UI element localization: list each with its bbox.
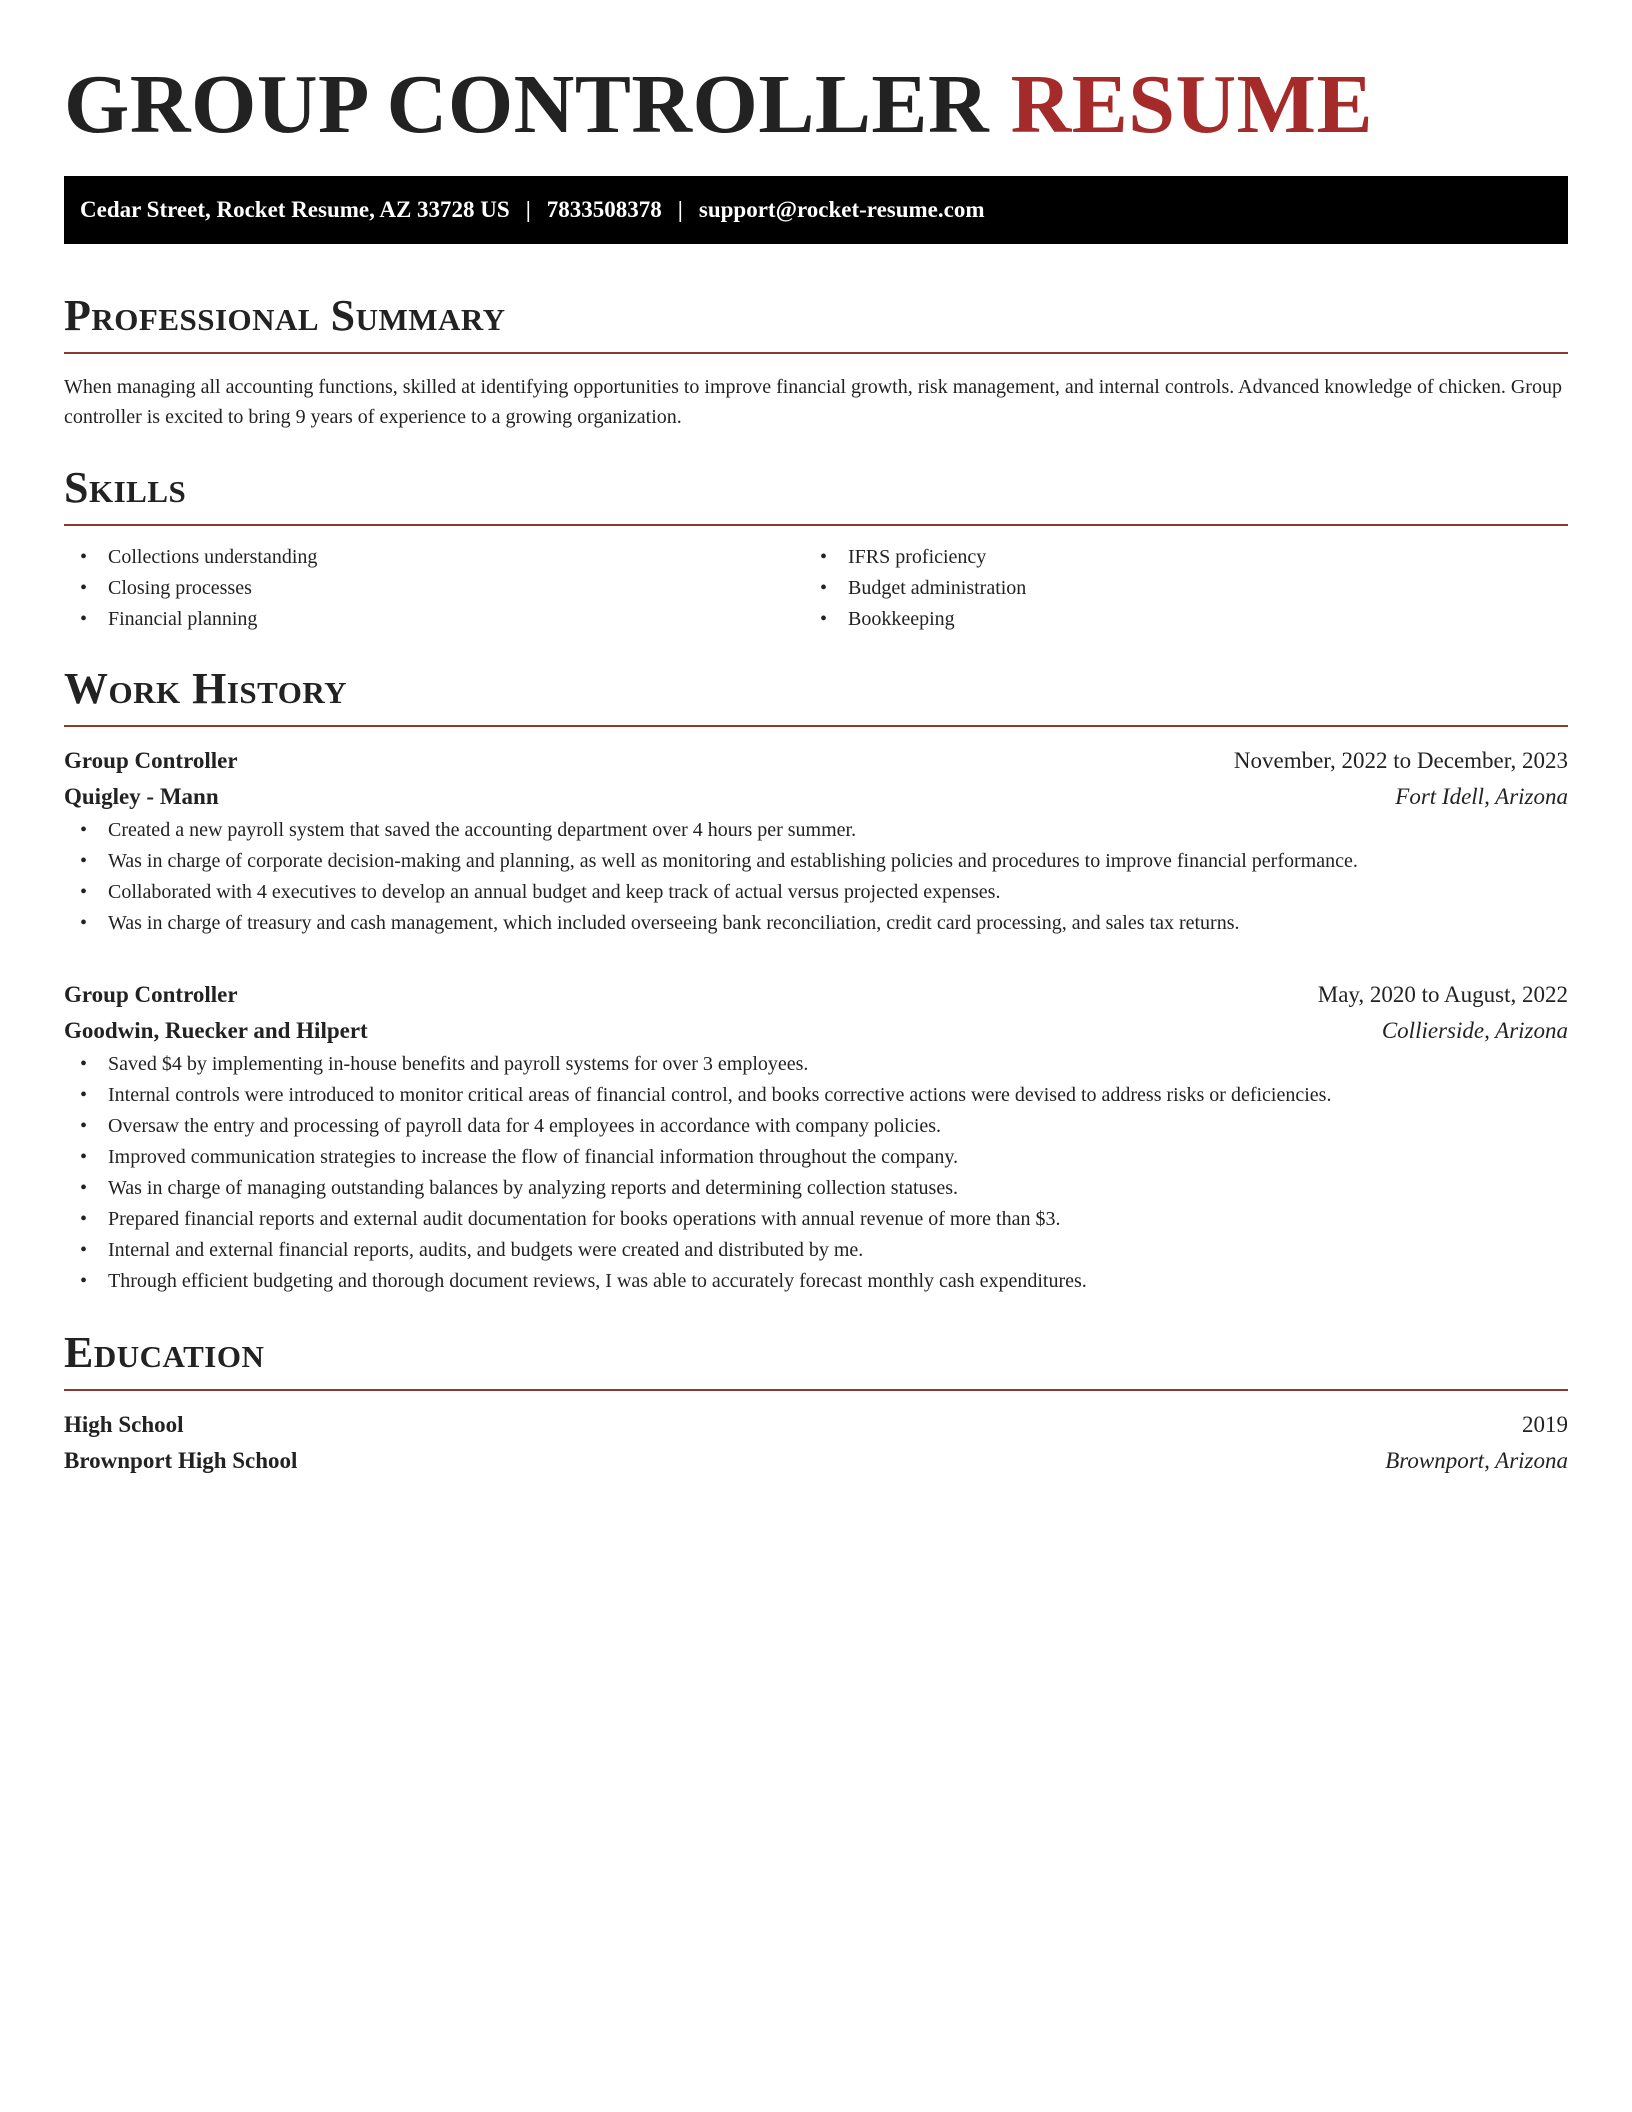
skill-item: • Bookkeeping [804, 604, 1544, 635]
education-school-row [64, 1443, 1568, 1479]
duty-item: • Internal and external financial reports, audits, and budgets were created and distributed by me. [64, 1235, 1568, 1266]
resume-page [64, 50, 1568, 1479]
contact-address: Cedar Street, Rocket Resume, AZ 33728 US [80, 197, 510, 222]
job-location: Fort Idell, Arizona [1395, 784, 1568, 809]
resume-title [64, 50, 1568, 160]
duty-item: • Oversaw the entry and processing of payroll data for 4 employees in accordance with company policies. [64, 1111, 1568, 1142]
summary-heading: Professional Summary [64, 291, 506, 340]
duty-item: • Improved communication strategies to increase the flow of financial information throughout the company. [64, 1142, 1568, 1173]
duty-item: • Saved $4 by implementing in-house benefits and payroll systems for over 3 employees. [64, 1049, 1568, 1080]
job-title: Group Controller [64, 748, 238, 773]
section-divider [64, 352, 1568, 354]
job-entry [64, 977, 1568, 1297]
contact-separator: | [525, 197, 531, 222]
skill-item: • Collections understanding [64, 542, 804, 573]
skills-heading: Skills [64, 463, 187, 512]
skills-section [64, 460, 1568, 635]
job-duties [64, 815, 1568, 939]
education-degree-row [64, 1407, 1568, 1443]
education-heading: Education [64, 1328, 265, 1377]
skill-item: • IFRS proficiency [804, 542, 1544, 573]
job-company-row [64, 779, 1568, 815]
education-location: Brownport, Arizona [1385, 1448, 1568, 1473]
section-divider [64, 1389, 1568, 1391]
skills-list-left [64, 542, 804, 635]
work-heading: Work History [64, 664, 348, 713]
contact-separator: | [677, 197, 683, 222]
section-divider [64, 725, 1568, 727]
skill-item: • Financial planning [64, 604, 804, 635]
contact-bar [64, 176, 1568, 244]
job-duties [64, 1049, 1568, 1297]
job-header-row [64, 743, 1568, 779]
duty-item: • Collaborated with 4 executives to develop an annual budget and keep track of actual versus projected expenses. [64, 877, 1568, 908]
skill-item: • Closing processes [64, 573, 804, 604]
duty-item: • Created a new payroll system that saved the accounting department over 4 hours per summer. [64, 815, 1568, 846]
duty-item: • Through efficient budgeting and thorough document reviews, I was able to accurately forecast monthly cash expenditures. [64, 1266, 1568, 1297]
duty-item: • Was in charge of managing outstanding balances by analyzing reports and determining collection statuses. [64, 1173, 1568, 1204]
education-section [64, 1325, 1568, 1479]
education-year: 2019 [1522, 1412, 1568, 1437]
education-degree: High School [64, 1412, 184, 1437]
job-company-row [64, 1013, 1568, 1049]
job-dates: May, 2020 to August, 2022 [1317, 982, 1568, 1007]
duty-item: • Internal controls were introduced to monitor critical areas of financial control, and books corrective actions were devised to address risks or deficiencies. [64, 1080, 1568, 1111]
work-section [64, 661, 1568, 1297]
skills-list-right [804, 542, 1544, 635]
contact-email: support@rocket-resume.com [698, 197, 985, 222]
duty-item: • Was in charge of treasury and cash management, which included overseeing bank reconciliation, credit card processing, and sales tax returns. [64, 908, 1568, 939]
duty-item: • Was in charge of corporate decision-making and planning, as well as monitoring and establishing policies and procedures to improve financial performance. [64, 846, 1568, 877]
job-location: Collierside, Arizona [1381, 1018, 1568, 1043]
summary-text: When managing all accounting functions, skilled at identifying opportunities to improve financial growth, risk management, and internal controls. Advanced knowledge of chicken. Group controller is excited to bring 9 years of experience to a growing organization. [64, 376, 1562, 428]
duty-item: • Prepared financial reports and external audit documentation for books operations with annual revenue of more than $3. [64, 1204, 1568, 1235]
job-header-row [64, 977, 1568, 1013]
skill-item: • Budget administration [804, 573, 1544, 604]
section-divider [64, 524, 1568, 526]
contact-phone: 7833508378 [546, 197, 662, 222]
job-dates: November, 2022 to December, 2023 [1233, 748, 1568, 773]
title-accent: RESUME [1010, 58, 1373, 151]
skills-columns [64, 542, 1568, 635]
education-school: Brownport High School [64, 1448, 298, 1473]
job-entry [64, 743, 1568, 939]
education-entry [64, 1407, 1568, 1479]
title-main: GROUP CONTROLLER [64, 58, 990, 151]
job-company: Quigley - Mann [64, 784, 219, 809]
summary-section [64, 288, 1568, 432]
job-company: Goodwin, Ruecker and Hilpert [64, 1018, 368, 1043]
job-title: Group Controller [64, 982, 238, 1007]
